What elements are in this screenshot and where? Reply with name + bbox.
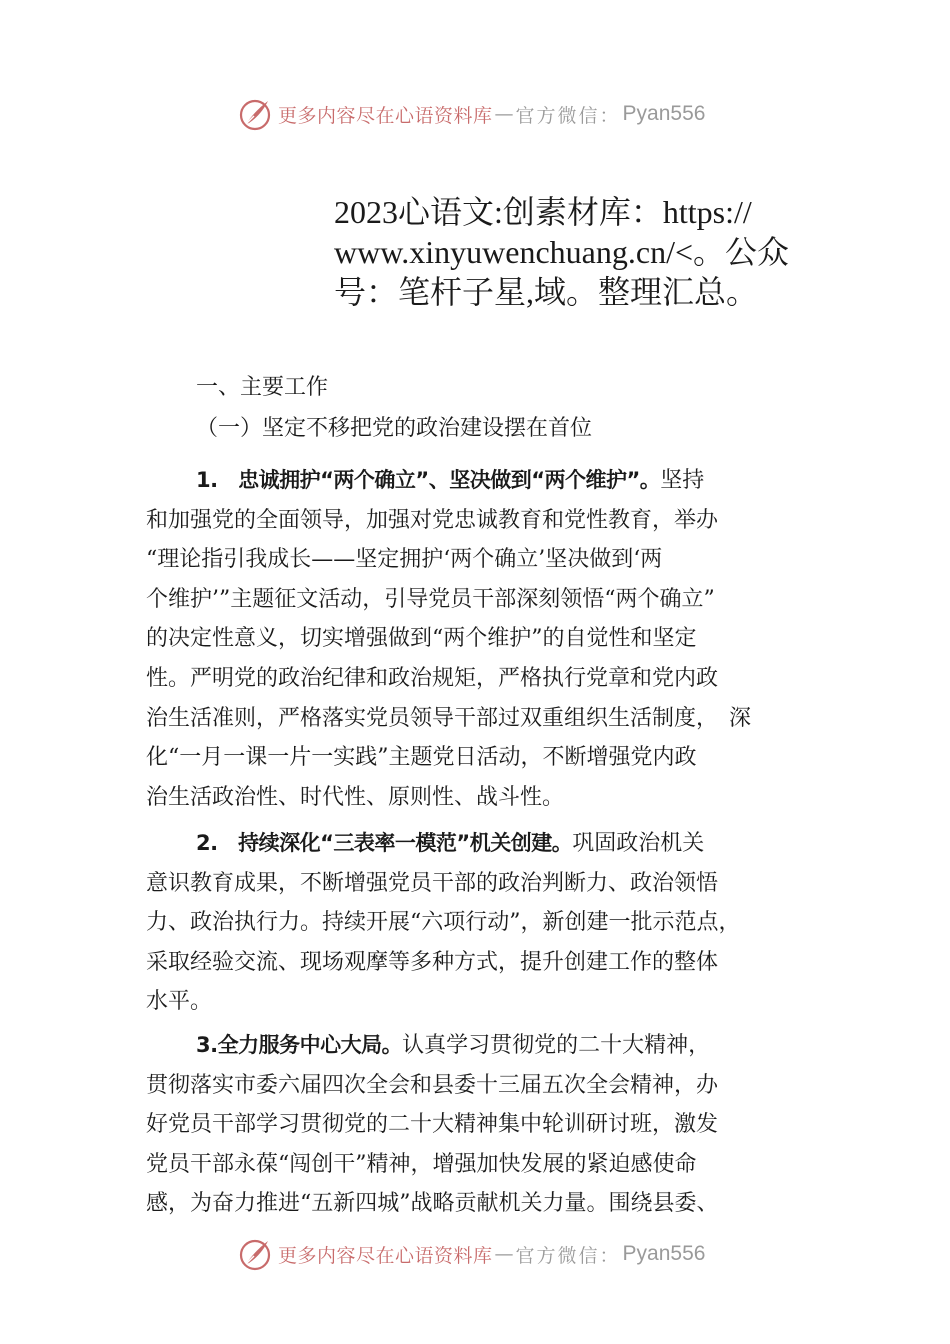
paragraph-first-line xyxy=(146,824,836,864)
header-line: www.xinyuwenchuang.cn/<。公众 xyxy=(334,234,790,270)
watermark-text: 更多内容尽在心语资料库 xyxy=(278,104,493,127)
paragraph-line: 和加强党的全面领导，加强对党忠诚教育和党性教育，举办 xyxy=(146,507,719,533)
paragraph-line: 党员干部永葆“闯创干”精神，增强加快发展的紧迫感使命 xyxy=(146,1151,697,1177)
feather-pen-icon xyxy=(238,97,272,131)
paragraph-lead: 1. 忠诚拥护“两个确立”、坚决做到“两个维护”。 xyxy=(196,468,661,492)
watermark-wechat-id: Pyan556 xyxy=(622,1242,706,1265)
paragraph-line: 好党员干部学习贯彻党的二十大精神集中轮训研讨班，激发 xyxy=(146,1112,719,1138)
feather-pen-icon xyxy=(238,1237,272,1271)
watermark-header xyxy=(238,96,738,132)
watermark-separator: — xyxy=(494,103,514,125)
paragraph-text: 巩固政治机关 xyxy=(572,831,705,856)
paragraph-first-line xyxy=(146,1026,836,1066)
paragraph-line: 治生活准则，严格落实党员领导干部过双重组织生活制度， 深 xyxy=(146,705,752,731)
sub-heading: （一）坚定不移把党的政治建设摆在首位 xyxy=(196,416,593,441)
watermark-wechat-label: 官方微信： xyxy=(515,1244,621,1267)
paragraph-3 xyxy=(146,1026,836,1224)
header-notice xyxy=(334,192,894,312)
watermark-footer xyxy=(238,1236,738,1272)
paragraph-line: 意识教育成果，不断增强党员干部的政治判断力、政治领悟 xyxy=(146,870,719,896)
paragraph-1 xyxy=(146,461,836,817)
paragraph-lead: 2. 持续深化“三表率一模范”机关创建。 xyxy=(196,831,573,855)
paragraph-line: 水平。 xyxy=(146,989,213,1015)
watermark-wechat-id: Pyan556 xyxy=(622,102,706,125)
paragraph-first-line xyxy=(146,461,836,501)
paragraph-text: 坚持 xyxy=(660,468,705,493)
paragraph-line: “理论指引我成长——坚定拥护‘两个确立’坚决做到‘两 xyxy=(146,547,663,573)
paragraph-line: 性。严明党的政治纪律和政治规矩，严格执行党章和党内政 xyxy=(146,665,719,691)
section-heading: 一、主要工作 xyxy=(196,375,329,400)
watermark-text: 更多内容尽在心语资料库 xyxy=(278,1244,493,1267)
watermark-wechat-label: 官方微信： xyxy=(515,104,621,127)
paragraph-line: 化“一月一课一片一实践”主题党日活动，不断增强党内政 xyxy=(146,745,697,771)
paragraph-2 xyxy=(146,824,836,1022)
paragraph-line: 力、政治执行力。持续开展“六项行动”，新创建一批示范点， xyxy=(146,910,741,936)
header-line: 号：笔杆子星,域。整理汇总。 xyxy=(334,274,759,310)
paragraph-line: 贯彻落实市委六届四次全会和县委十三届五次全会精神，办 xyxy=(146,1072,719,1098)
paragraph-line: 采取经验交流、现场观摩等多种方式，提升创建工作的整体 xyxy=(146,949,719,975)
paragraph-line: 感，为奋力推进“五新四城”战略贡献机关力量。围绕县委、 xyxy=(146,1191,719,1217)
paragraph-lead: 3.全力服务中心大局。 xyxy=(196,1033,403,1057)
paragraph-line: 治生活政治性、时代性、原则性、战斗性。 xyxy=(146,784,565,810)
watermark-separator: — xyxy=(494,1243,514,1265)
paragraph-line: 个维护’”主题征文活动，引导党员干部深刻领悟“两个确立” xyxy=(146,586,715,612)
paragraph-text: 认真学习贯彻党的二十大精神， xyxy=(402,1033,711,1058)
header-line: 2023心语文:创素材库：https:// xyxy=(334,194,752,230)
paragraph-line: 的决定性意义，切实增强做到“两个维护”的自觉性和坚定 xyxy=(146,626,697,652)
